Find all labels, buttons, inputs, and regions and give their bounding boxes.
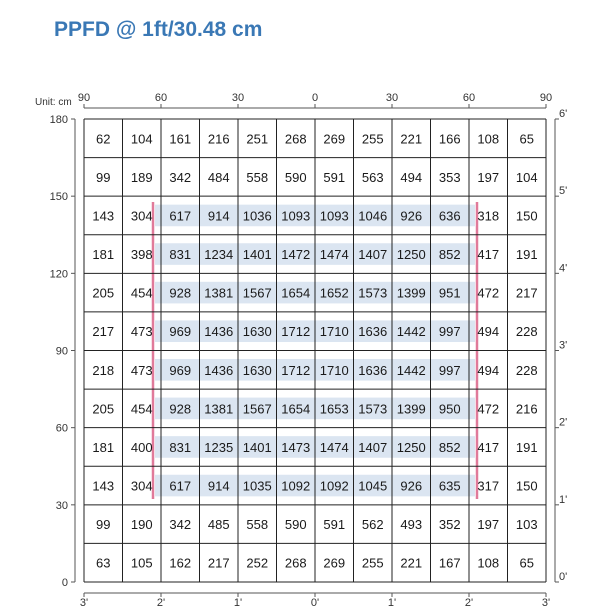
cell-value: 216 bbox=[207, 131, 230, 147]
cell-value: 228 bbox=[515, 362, 538, 378]
cell-value: 493 bbox=[400, 517, 423, 533]
cell-value: 852 bbox=[438, 247, 461, 263]
cell-value: 473 bbox=[130, 324, 153, 340]
cell-value: 189 bbox=[130, 169, 153, 185]
cell-value: 969 bbox=[169, 362, 192, 378]
cell-value: 104 bbox=[130, 131, 153, 147]
cell-value: 1652 bbox=[319, 285, 349, 301]
bottom-tick-label: 0' bbox=[310, 597, 320, 609]
cell-value: 1407 bbox=[358, 439, 388, 455]
cell-value: 304 bbox=[130, 208, 153, 224]
cell-value: 1442 bbox=[396, 324, 426, 340]
left-tick-label: 0 bbox=[61, 577, 68, 589]
cell-value: 1093 bbox=[319, 208, 349, 224]
cell-value: 205 bbox=[92, 285, 115, 301]
right-tick-label: 0' bbox=[559, 571, 568, 583]
cell-value: 1035 bbox=[242, 478, 272, 494]
cell-value: 1653 bbox=[319, 401, 349, 417]
cell-value: 1654 bbox=[281, 401, 311, 417]
bottom-tick-label: 2' bbox=[464, 597, 474, 609]
right-tick-label: 5' bbox=[559, 185, 568, 198]
cell-value: 617 bbox=[169, 208, 192, 224]
cell-value: 494 bbox=[477, 324, 500, 340]
cell-value: 914 bbox=[207, 208, 230, 224]
cell-value: 926 bbox=[400, 478, 423, 494]
cell-value: 558 bbox=[246, 169, 269, 185]
cell-value: 590 bbox=[284, 517, 307, 533]
top-tick-label: 90 bbox=[539, 92, 553, 104]
cell-value: 398 bbox=[130, 247, 153, 263]
cell-value: 484 bbox=[207, 169, 230, 185]
cell-value: 454 bbox=[130, 285, 153, 301]
left-tick-label: 180 bbox=[49, 114, 68, 126]
cell-value: 103 bbox=[515, 517, 538, 533]
cell-value: 1712 bbox=[281, 324, 311, 340]
cell-value: 417 bbox=[477, 247, 500, 263]
grid-lines bbox=[84, 119, 546, 582]
cell-value: 831 bbox=[169, 439, 192, 455]
right-tick-label: 4' bbox=[559, 262, 568, 275]
cell-value: 1474 bbox=[319, 439, 349, 455]
left-tick-label: 120 bbox=[49, 268, 68, 281]
cell-value: 590 bbox=[284, 169, 307, 185]
cell-value: 1407 bbox=[358, 247, 388, 263]
cell-value: 181 bbox=[92, 247, 115, 263]
cell-value: 591 bbox=[323, 517, 346, 533]
cell-value: 217 bbox=[515, 285, 538, 301]
top-tick-label: 30 bbox=[231, 92, 245, 104]
cell-value: 255 bbox=[361, 131, 384, 147]
cell-value: 268 bbox=[284, 555, 307, 571]
cell-value: 251 bbox=[246, 131, 269, 147]
chart-title: PPFD @ 1ft/30.48 cm bbox=[54, 18, 263, 41]
cell-value: 218 bbox=[92, 362, 115, 378]
cell-value: 252 bbox=[246, 555, 269, 571]
cell-value: 591 bbox=[323, 169, 346, 185]
cell-value: 1473 bbox=[281, 439, 311, 455]
top-tick-label: 60 bbox=[154, 92, 168, 104]
right-tick-label: 2' bbox=[559, 416, 568, 429]
cell-value: 997 bbox=[438, 362, 461, 378]
cell-value: 1036 bbox=[242, 208, 272, 224]
cell-value: 269 bbox=[323, 131, 346, 147]
top-tick-label: 30 bbox=[385, 92, 399, 104]
cell-value: 1381 bbox=[204, 401, 234, 417]
cell-value: 166 bbox=[438, 131, 461, 147]
bottom-tick-label: 3' bbox=[79, 597, 89, 609]
cell-value: 1630 bbox=[242, 324, 272, 340]
cell-value: 108 bbox=[477, 555, 500, 571]
cell-value: 1401 bbox=[242, 247, 272, 263]
cell-value: 1381 bbox=[204, 285, 234, 301]
cell-value: 161 bbox=[169, 131, 192, 147]
cell-value: 318 bbox=[477, 208, 500, 224]
cell-value: 104 bbox=[515, 169, 538, 185]
cell-value: 197 bbox=[477, 517, 500, 533]
cell-value: 342 bbox=[169, 169, 192, 185]
cell-value: 1630 bbox=[242, 362, 272, 378]
cell-value: 353 bbox=[438, 169, 461, 185]
cell-value: 1710 bbox=[319, 362, 349, 378]
cell-value: 997 bbox=[438, 324, 461, 340]
cell-value: 1573 bbox=[358, 285, 388, 301]
cell-value: 63 bbox=[96, 555, 111, 571]
cell-value: 1636 bbox=[358, 362, 388, 378]
cell-value: 217 bbox=[207, 555, 230, 571]
right-tick-label: 6' bbox=[559, 108, 568, 120]
cell-value: 969 bbox=[169, 324, 192, 340]
cell-value: 494 bbox=[400, 169, 423, 185]
top-tick-label: 0 bbox=[311, 92, 319, 104]
cell-value: 617 bbox=[169, 478, 192, 494]
left-tick-label: 150 bbox=[49, 191, 68, 204]
cell-value: 65 bbox=[519, 555, 534, 571]
cell-value: 1567 bbox=[242, 285, 272, 301]
cell-value: 1636 bbox=[358, 324, 388, 340]
left-tick-label: 60 bbox=[55, 422, 68, 435]
cell-value: 1436 bbox=[204, 362, 234, 378]
right-tick-label: 3' bbox=[559, 339, 568, 352]
cell-value: 190 bbox=[130, 517, 153, 533]
cell-value: 1442 bbox=[396, 362, 426, 378]
cell-value: 352 bbox=[438, 517, 461, 533]
cell-value: 1045 bbox=[358, 478, 388, 494]
cell-value: 926 bbox=[400, 208, 423, 224]
cell-value: 62 bbox=[96, 131, 111, 147]
cell-value: 221 bbox=[400, 555, 423, 571]
cell-value: 400 bbox=[130, 439, 153, 455]
cell-value: 1710 bbox=[319, 324, 349, 340]
top-tick-label: 90 bbox=[77, 92, 91, 104]
cell-value: 485 bbox=[207, 517, 230, 533]
cell-value: 191 bbox=[515, 247, 538, 263]
cell-value: 205 bbox=[92, 401, 115, 417]
left-tick-label: 30 bbox=[55, 499, 68, 512]
cell-value: 1401 bbox=[242, 439, 272, 455]
cell-value: 197 bbox=[477, 169, 500, 185]
bottom-tick-label: 2' bbox=[156, 597, 166, 609]
cell-value: 636 bbox=[438, 208, 461, 224]
cell-value: 150 bbox=[515, 478, 538, 494]
cell-value: 928 bbox=[169, 285, 192, 301]
cell-value: 1093 bbox=[281, 208, 311, 224]
cell-value: 1250 bbox=[396, 439, 426, 455]
cell-value: 494 bbox=[477, 362, 500, 378]
cell-value: 563 bbox=[361, 169, 384, 185]
cell-value: 1250 bbox=[396, 247, 426, 263]
cell-value: 1436 bbox=[204, 324, 234, 340]
cell-value: 1654 bbox=[281, 285, 311, 301]
bottom-tick-label: 1' bbox=[233, 597, 243, 609]
cell-value: 558 bbox=[246, 517, 269, 533]
cell-value: 317 bbox=[477, 478, 500, 494]
cell-value: 181 bbox=[92, 439, 115, 455]
cell-value: 562 bbox=[361, 517, 384, 533]
cell-value: 228 bbox=[515, 324, 538, 340]
cell-value: 852 bbox=[438, 439, 461, 455]
cell-value: 951 bbox=[438, 285, 461, 301]
right-tick-label: 1' bbox=[559, 493, 568, 506]
cell-value: 417 bbox=[477, 439, 500, 455]
cell-value: 342 bbox=[169, 517, 192, 533]
cell-value: 216 bbox=[515, 401, 538, 417]
cell-value: 473 bbox=[130, 362, 153, 378]
cell-value: 167 bbox=[438, 555, 461, 571]
cell-value: 914 bbox=[207, 478, 230, 494]
cell-value: 1399 bbox=[396, 401, 426, 417]
cell-value: 143 bbox=[92, 208, 115, 224]
cell-value: 162 bbox=[169, 555, 192, 571]
cell-value: 268 bbox=[284, 131, 307, 147]
cell-value: 472 bbox=[477, 401, 500, 417]
cell-value: 99 bbox=[96, 169, 111, 185]
cell-value: 1472 bbox=[281, 247, 311, 263]
top-tick-label: 60 bbox=[462, 92, 476, 104]
cell-value: 928 bbox=[169, 401, 192, 417]
cell-value: 105 bbox=[130, 555, 153, 571]
cell-value: 99 bbox=[96, 517, 111, 533]
cell-value: 143 bbox=[92, 478, 115, 494]
cell-value: 269 bbox=[323, 555, 346, 571]
cell-value: 1234 bbox=[204, 247, 234, 263]
cell-value: 217 bbox=[92, 324, 115, 340]
cell-value: 1399 bbox=[396, 285, 426, 301]
cell-value: 1573 bbox=[358, 401, 388, 417]
cell-value: 1474 bbox=[319, 247, 349, 263]
cell-value: 1235 bbox=[204, 439, 234, 455]
cell-value: 304 bbox=[130, 478, 153, 494]
cell-value: 221 bbox=[400, 131, 423, 147]
cell-value: 191 bbox=[515, 439, 538, 455]
cell-value: 108 bbox=[477, 131, 500, 147]
cell-value: 65 bbox=[519, 131, 534, 147]
cell-value: 1567 bbox=[242, 401, 272, 417]
cell-value: 472 bbox=[477, 285, 500, 301]
cell-value: 454 bbox=[130, 401, 153, 417]
cell-value: 1092 bbox=[281, 478, 311, 494]
bottom-tick-label: 1' bbox=[387, 597, 397, 609]
unit-label: Unit: cm bbox=[35, 97, 72, 108]
cell-value: 1092 bbox=[319, 478, 349, 494]
cell-value: 150 bbox=[515, 208, 538, 224]
cell-value: 950 bbox=[438, 401, 461, 417]
bottom-tick-label: 3' bbox=[541, 597, 551, 609]
cell-value: 831 bbox=[169, 247, 192, 263]
left-tick-label: 90 bbox=[55, 345, 68, 358]
cell-value: 1712 bbox=[281, 362, 311, 378]
cell-value: 1046 bbox=[358, 208, 388, 224]
cell-value: 255 bbox=[361, 555, 384, 571]
cell-value: 635 bbox=[438, 478, 461, 494]
